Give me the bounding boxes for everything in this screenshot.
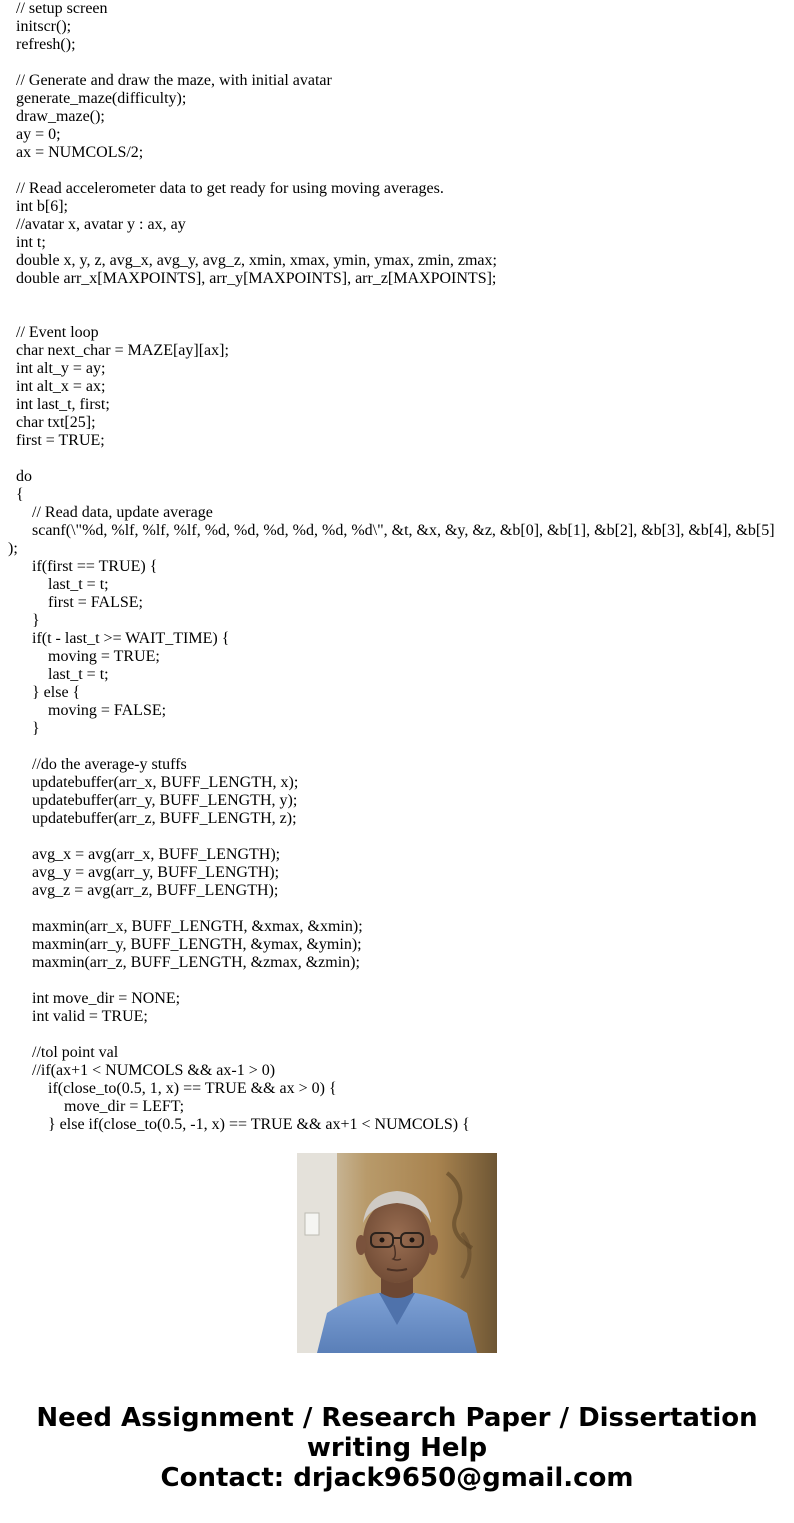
code-line: initscr(); (0, 18, 72, 35)
code-line: first = FALSE; (0, 594, 143, 611)
code-line: int t; (0, 234, 46, 251)
code-line: moving = TRUE; (0, 648, 160, 665)
code-line: ax = NUMCOLS/2; (0, 144, 144, 161)
code-line (0, 972, 794, 990)
code-line: updatebuffer(arr_y, BUFF_LENGTH, y); (0, 792, 298, 809)
code-line: if(first == TRUE) { (0, 558, 158, 575)
code-line (0, 450, 794, 468)
code-line (0, 54, 794, 72)
code-line: last_t = t; (0, 666, 109, 683)
code-line: //avatar x, avatar y : ax, ay (0, 216, 186, 233)
code-line: do (0, 468, 32, 485)
code-line: avg_z = avg(arr_z, BUFF_LENGTH); (0, 882, 279, 899)
code-line: avg_y = avg(arr_y, BUFF_LENGTH); (0, 864, 280, 881)
code-line: int valid = TRUE; (0, 1008, 148, 1025)
code-line (0, 828, 794, 846)
code-line (0, 1026, 794, 1044)
code-line: maxmin(arr_x, BUFF_LENGTH, &xmax, &xmin); (0, 918, 363, 935)
code-line: ); (8, 540, 18, 557)
code-line (0, 738, 794, 756)
avatar (297, 1153, 497, 1353)
code-line: if(close_to(0.5, 1, x) == TRUE && ax > 0) { (0, 1080, 337, 1097)
code-line: //if(ax+1 < NUMCOLS && ax-1 > 0) (0, 1062, 276, 1079)
code-line (0, 900, 794, 918)
code-line: move_dir = LEFT; (0, 1098, 185, 1115)
contact-banner (0, 1403, 794, 1493)
code-line: refresh(); (0, 36, 76, 53)
code-line: //tol point val (0, 1044, 119, 1061)
code-line: last_t = t; (0, 576, 109, 593)
code-line: } else if(close_to(0.5, -1, x) == TRUE && ax+1 < NUMCOLS) { (0, 1116, 470, 1133)
code-line: // Event loop (0, 324, 99, 341)
code-line: // Generate and draw the maze, with initial avatar (0, 72, 332, 89)
code-line: char next_char = MAZE[ay][ax]; (0, 342, 229, 359)
code-line: first = TRUE; (0, 432, 105, 449)
code-line: //do the average-y stuffs (0, 756, 187, 773)
code-line: updatebuffer(arr_x, BUFF_LENGTH, x); (0, 774, 299, 791)
code-line (0, 288, 794, 306)
contact-email: Contact: drjack9650@gmail.com (160, 1463, 634, 1493)
code-line: int b[6]; (0, 198, 68, 215)
code-line: avg_x = avg(arr_x, BUFF_LENGTH); (0, 846, 281, 863)
code-line: // Read data, update average (0, 504, 213, 521)
code-line: int move_dir = NONE; (0, 990, 181, 1007)
code-line: int alt_x = ax; (0, 378, 106, 395)
code-line: draw_maze(); (0, 108, 105, 125)
banner-line: Need Assignment / Research Paper / Dissertation (36, 1403, 758, 1433)
code-line: double x, y, z, avg_x, avg_y, avg_z, xmin, xmax, ymin, ymax, zmin, zmax; (0, 252, 497, 269)
code-line: maxmin(arr_y, BUFF_LENGTH, &ymax, &ymin); (0, 936, 362, 953)
code-line: if(t - last_t >= WAIT_TIME) { (0, 630, 230, 647)
code-line: maxmin(arr_z, BUFF_LENGTH, &zmax, &zmin); (0, 954, 360, 971)
code-line: // setup screen (0, 0, 108, 17)
code-line: double arr_x[MAXPOINTS], arr_y[MAXPOINTS], arr_z[MAXPOINTS]; (0, 270, 497, 287)
code-line: int last_t, first; (0, 396, 110, 413)
code-line: // Read accelerometer data to get ready for using moving averages. (0, 180, 444, 197)
code-line: } else { (0, 684, 81, 701)
portrait-photo (297, 1153, 497, 1353)
code-line: int alt_y = ay; (0, 360, 106, 377)
code-line (0, 306, 794, 324)
code-line: scanf(\"%d, %lf, %lf, %lf, %d, %d, %d, %d, %d, %d\", &t, &x, &y, &z, &b[0], &b[1], &b[2], &b[3], &b[4], &b[5] (0, 522, 775, 539)
code-line: } (0, 720, 40, 737)
code-line: generate_maze(difficulty); (0, 90, 187, 107)
code-line: updatebuffer(arr_z, BUFF_LENGTH, z); (0, 810, 297, 827)
code-line: { (0, 486, 24, 503)
code-line: ay = 0; (0, 126, 61, 143)
code-line: char txt[25]; (0, 414, 96, 431)
code-line (0, 162, 794, 180)
banner-line: writing Help (306, 1433, 488, 1463)
code-line: moving = FALSE; (0, 702, 167, 719)
code-line: } (0, 612, 40, 629)
